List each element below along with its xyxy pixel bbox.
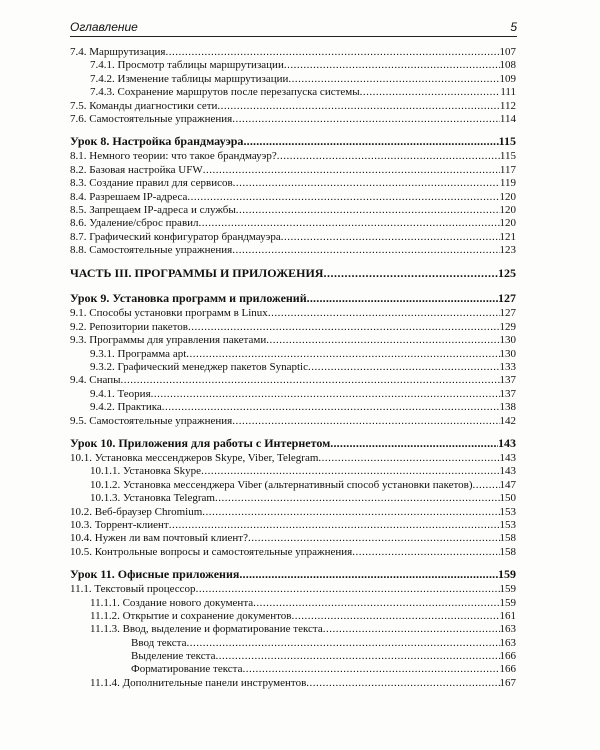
running-header — [70, 20, 517, 37]
toc-entry-page: 142 — [499, 414, 516, 427]
dot-leader — [236, 204, 500, 217]
toc-entry-title: 8.8. Самостоятельные упражнения — [70, 244, 233, 257]
toc-entry-title: 7.6. Самостоятельные упражнения — [70, 112, 233, 125]
toc-subentry — [70, 361, 516, 374]
dot-leader — [323, 267, 498, 280]
dot-leader — [330, 437, 498, 450]
toc-entry-title: 9.3.2. Графический менеджер пакетов Synaptic — [90, 361, 308, 374]
toc-entry-page: 158 — [499, 532, 516, 545]
toc-entry-page: 163 — [499, 623, 516, 636]
dot-leader — [308, 361, 500, 374]
toc-entry-title: 9.1. Способы установки программ в Linux — [70, 307, 268, 320]
dot-leader — [281, 231, 500, 244]
toc-subsubentry — [70, 637, 516, 650]
toc-subentry — [70, 677, 516, 690]
toc-entry-title: 8.6. Удаление/сброс правил — [70, 217, 199, 230]
toc-entry — [70, 546, 516, 559]
toc-subentry — [70, 492, 516, 505]
dot-leader — [187, 191, 499, 204]
toc-entry-title: 9.4.1. Теория — [90, 387, 151, 400]
toc-entry — [70, 506, 516, 519]
toc-entry-page: 120 — [499, 203, 516, 216]
dot-leader — [162, 401, 500, 414]
toc-entry-title: 8.5. Запрещаем IP-адреса и службы — [70, 203, 236, 216]
toc-entry-page: 153 — [499, 518, 516, 531]
dot-leader — [239, 568, 498, 581]
toc-entry-title: 9.2. Репозитории пакетов — [70, 320, 188, 333]
toc-entry-title: Урок 11. Офисные приложения — [70, 567, 240, 582]
toc-entry-title: Урок 9. Установка программ и приложений — [70, 291, 307, 306]
toc-subentry — [70, 465, 516, 478]
toc-subsubentry — [70, 663, 516, 676]
toc-subentry — [70, 623, 516, 636]
toc-lesson-heading — [70, 437, 516, 452]
toc-entry-page: 147 — [499, 478, 516, 491]
toc-subentry — [70, 597, 516, 610]
dot-leader — [360, 86, 501, 99]
toc-entry — [70, 452, 516, 465]
toc-entry-page: 109 — [499, 72, 516, 85]
toc-entry-page: 114 — [499, 112, 516, 125]
toc-entry-page: 167 — [499, 676, 516, 689]
toc-entry-page: 166 — [499, 663, 516, 676]
toc-entry — [70, 334, 516, 347]
toc-entry-title: 10.3. Торрент-клиент — [70, 518, 169, 531]
dot-leader — [306, 677, 499, 690]
toc-entry — [70, 321, 516, 334]
toc-entry-title: ЧАСТЬ III. ПРОГРАММЫ И ПРИЛОЖЕНИЯ — [70, 266, 324, 281]
dot-leader — [232, 113, 500, 126]
toc-entry-title: 7.4.3. Сохранение маршрутов после перезапуска системы — [90, 86, 360, 99]
toc-entry-page: 143 — [498, 435, 516, 450]
dot-leader — [151, 388, 500, 401]
toc-entry — [70, 532, 516, 545]
toc-entry-page: 137 — [499, 387, 516, 400]
toc-entry-title: 11.1.4. Дополнительные панели инструментов — [90, 676, 307, 689]
toc-entry-page: 123 — [499, 244, 516, 257]
toc-entry-page: 130 — [499, 347, 516, 360]
toc-entry-page: 119 — [499, 177, 516, 190]
dot-leader — [199, 217, 500, 230]
toc-entry-title: 8.7. Графический конфигуратор брандмауэра — [70, 230, 281, 243]
toc-entry-title: 10.5. Контрольные вопросы и самостоятельные упражнения — [70, 545, 353, 558]
toc-entry-page: 120 — [499, 190, 516, 203]
toc-entry-title: 11.1.2. Открытие и сохранение документов — [90, 609, 292, 622]
dot-leader — [232, 415, 499, 428]
dot-leader — [121, 374, 500, 387]
toc-entry — [70, 204, 516, 217]
toc-entry-page: 127 — [498, 291, 516, 306]
toc-entry-title: 10.1.1. Установка Skype — [90, 465, 202, 478]
toc-entry-title: 7.4.1. Просмотр таблицы маршрутизации — [90, 59, 284, 72]
toc-entry-page: 138 — [499, 401, 516, 414]
dot-leader — [233, 177, 500, 190]
dot-leader — [169, 519, 500, 532]
toc-entry-title: 7.5. Команды диагностики сети — [70, 99, 218, 112]
toc-entry — [70, 244, 516, 257]
toc-entry-page: 111 — [500, 86, 516, 99]
toc-subentry — [70, 479, 516, 492]
toc-entry-page: 166 — [499, 650, 516, 663]
toc-entry — [70, 217, 516, 230]
toc-entry-page: 130 — [499, 334, 516, 347]
toc-entry-title: 8.4. Разрешаем IP-адреса — [70, 190, 188, 203]
toc-entry — [70, 191, 516, 204]
toc-subentry — [70, 610, 516, 623]
toc-entry — [70, 177, 516, 190]
toc-entry-title: 10.4. Нужен ли вам почтовый клиент? — [70, 532, 248, 545]
toc-entry-page: 112 — [499, 99, 516, 112]
dot-leader — [215, 650, 499, 663]
toc-subentry — [70, 73, 516, 86]
toc-entry-title: 8.2. Базовая настройка UFW — [70, 163, 203, 176]
dot-leader — [253, 597, 499, 610]
toc-entry-page: 115 — [498, 134, 516, 149]
toc-entry — [70, 100, 516, 113]
toc-entry-title: 9.5. Самостоятельные упражнения — [70, 414, 233, 427]
toc-entry — [70, 519, 516, 532]
toc-entry-title: Выделение текста — [131, 650, 216, 663]
toc-entry-page: 115 — [499, 150, 516, 163]
toc-entry-page: 133 — [499, 361, 516, 374]
dot-leader — [323, 623, 500, 636]
toc-entry-title: Урок 8. Настройка брандмауэра — [70, 134, 244, 149]
toc-entry-title: Форматирование текста — [131, 663, 243, 676]
toc-lesson-heading — [70, 568, 516, 583]
toc-lesson-heading — [70, 292, 516, 307]
toc-subentry — [70, 401, 516, 414]
toc-entry-title: 10.1. Установка мессенджеров Skype, Viber, Telegram — [70, 451, 319, 464]
page-number: 5 — [510, 20, 517, 34]
toc-entry-page: 137 — [499, 374, 516, 387]
toc-subentry — [70, 388, 516, 401]
dot-leader — [186, 348, 499, 361]
dot-leader — [215, 492, 500, 505]
toc-entry-title: 10.1.3. Установка Telegram — [90, 492, 215, 505]
toc-entry-title: 7.4.2. Изменение таблицы маршрутизации — [90, 72, 289, 85]
toc-entry — [70, 46, 516, 59]
dot-leader — [352, 546, 499, 559]
toc-entry-title: 11.1. Текстовый процессор — [70, 583, 196, 596]
dot-leader — [186, 637, 499, 650]
toc-entry — [70, 307, 516, 320]
dot-leader — [284, 59, 500, 72]
dot-leader — [288, 73, 499, 86]
toc-entry-title: Ввод текста — [131, 636, 187, 649]
toc-entry — [70, 583, 516, 596]
dot-leader — [266, 334, 499, 347]
toc-subsubentry — [70, 650, 516, 663]
toc-subentry — [70, 86, 516, 99]
toc-entry-title: 8.1. Немного теории: что такое брандмауэр? — [70, 150, 277, 163]
running-header-title: Оглавление — [70, 20, 138, 34]
toc-entry — [70, 113, 516, 126]
toc-entry-page: 121 — [499, 230, 516, 243]
dot-leader — [196, 583, 500, 596]
dot-leader — [243, 663, 500, 676]
toc-lesson-heading — [70, 135, 516, 150]
dot-leader — [248, 532, 500, 545]
dot-leader — [217, 100, 499, 113]
toc-entry-title: 9.3.1. Программа apt — [90, 347, 187, 360]
toc-entry-page: 159 — [499, 583, 516, 596]
toc-entry — [70, 150, 516, 163]
toc-entry-title: 9.3. Программы для управления пакетами — [70, 334, 267, 347]
dot-leader — [166, 46, 500, 59]
toc-entry-title: 10.2. Веб-браузер Chromium — [70, 505, 203, 518]
toc-entry-title: 7.4. Маршрутизация — [70, 46, 166, 58]
toc-entry-page: 159 — [498, 567, 516, 582]
dot-leader — [318, 452, 499, 465]
toc-entry-page: 158 — [499, 545, 516, 558]
toc-entry-page: 125 — [498, 266, 516, 281]
toc-entry-title: 8.3. Создание правил для сервисов — [70, 177, 233, 190]
toc-entry-page: 150 — [499, 492, 516, 505]
table-of-contents — [70, 46, 516, 690]
dot-leader — [268, 307, 500, 320]
toc-entry — [70, 164, 516, 177]
toc-entry-page: 161 — [499, 609, 516, 622]
toc-entry-page: 108 — [499, 59, 516, 72]
toc-entry-title: 11.1.3. Ввод, выделение и форматирование текста — [90, 623, 323, 636]
dot-leader — [277, 150, 500, 163]
toc-entry-page: 117 — [499, 163, 516, 176]
toc-entry-page: 143 — [499, 451, 516, 464]
dot-leader — [307, 292, 498, 305]
dot-leader — [232, 244, 499, 257]
toc-entry-title: Урок 10. Приложения для работы с Интернетом — [70, 435, 331, 450]
dot-leader — [203, 164, 500, 177]
toc-entry-title: 11.1.1. Создание нового документа — [90, 596, 254, 609]
toc-entry-page: 107 — [499, 46, 516, 58]
dot-leader — [291, 610, 499, 623]
toc-entry-page: 153 — [499, 505, 516, 518]
toc-subentry — [70, 348, 516, 361]
toc-part-heading — [70, 267, 516, 282]
dot-leader — [201, 465, 499, 478]
dot-leader — [188, 321, 500, 334]
toc-entry — [70, 374, 516, 387]
toc-entry-title: 10.1.2. Установка мессенджера Viber (альтернативный способ установки пакетов) — [90, 478, 473, 491]
toc-entry-page: 120 — [499, 217, 516, 230]
toc-entry-page: 127 — [499, 307, 516, 320]
dot-leader — [473, 479, 500, 492]
toc-entry-title: 9.4.2. Практика — [90, 401, 162, 414]
toc-entry-page: 129 — [499, 320, 516, 333]
toc-entry — [70, 231, 516, 244]
dot-leader — [243, 135, 498, 148]
toc-entry-page: 143 — [499, 465, 516, 478]
toc-entry — [70, 415, 516, 428]
toc-entry-page: 159 — [499, 596, 516, 609]
toc-entry-title: 9.4. Снапы — [70, 374, 121, 387]
toc-entry-page: 163 — [499, 636, 516, 649]
toc-subentry — [70, 59, 516, 72]
dot-leader — [202, 506, 499, 519]
